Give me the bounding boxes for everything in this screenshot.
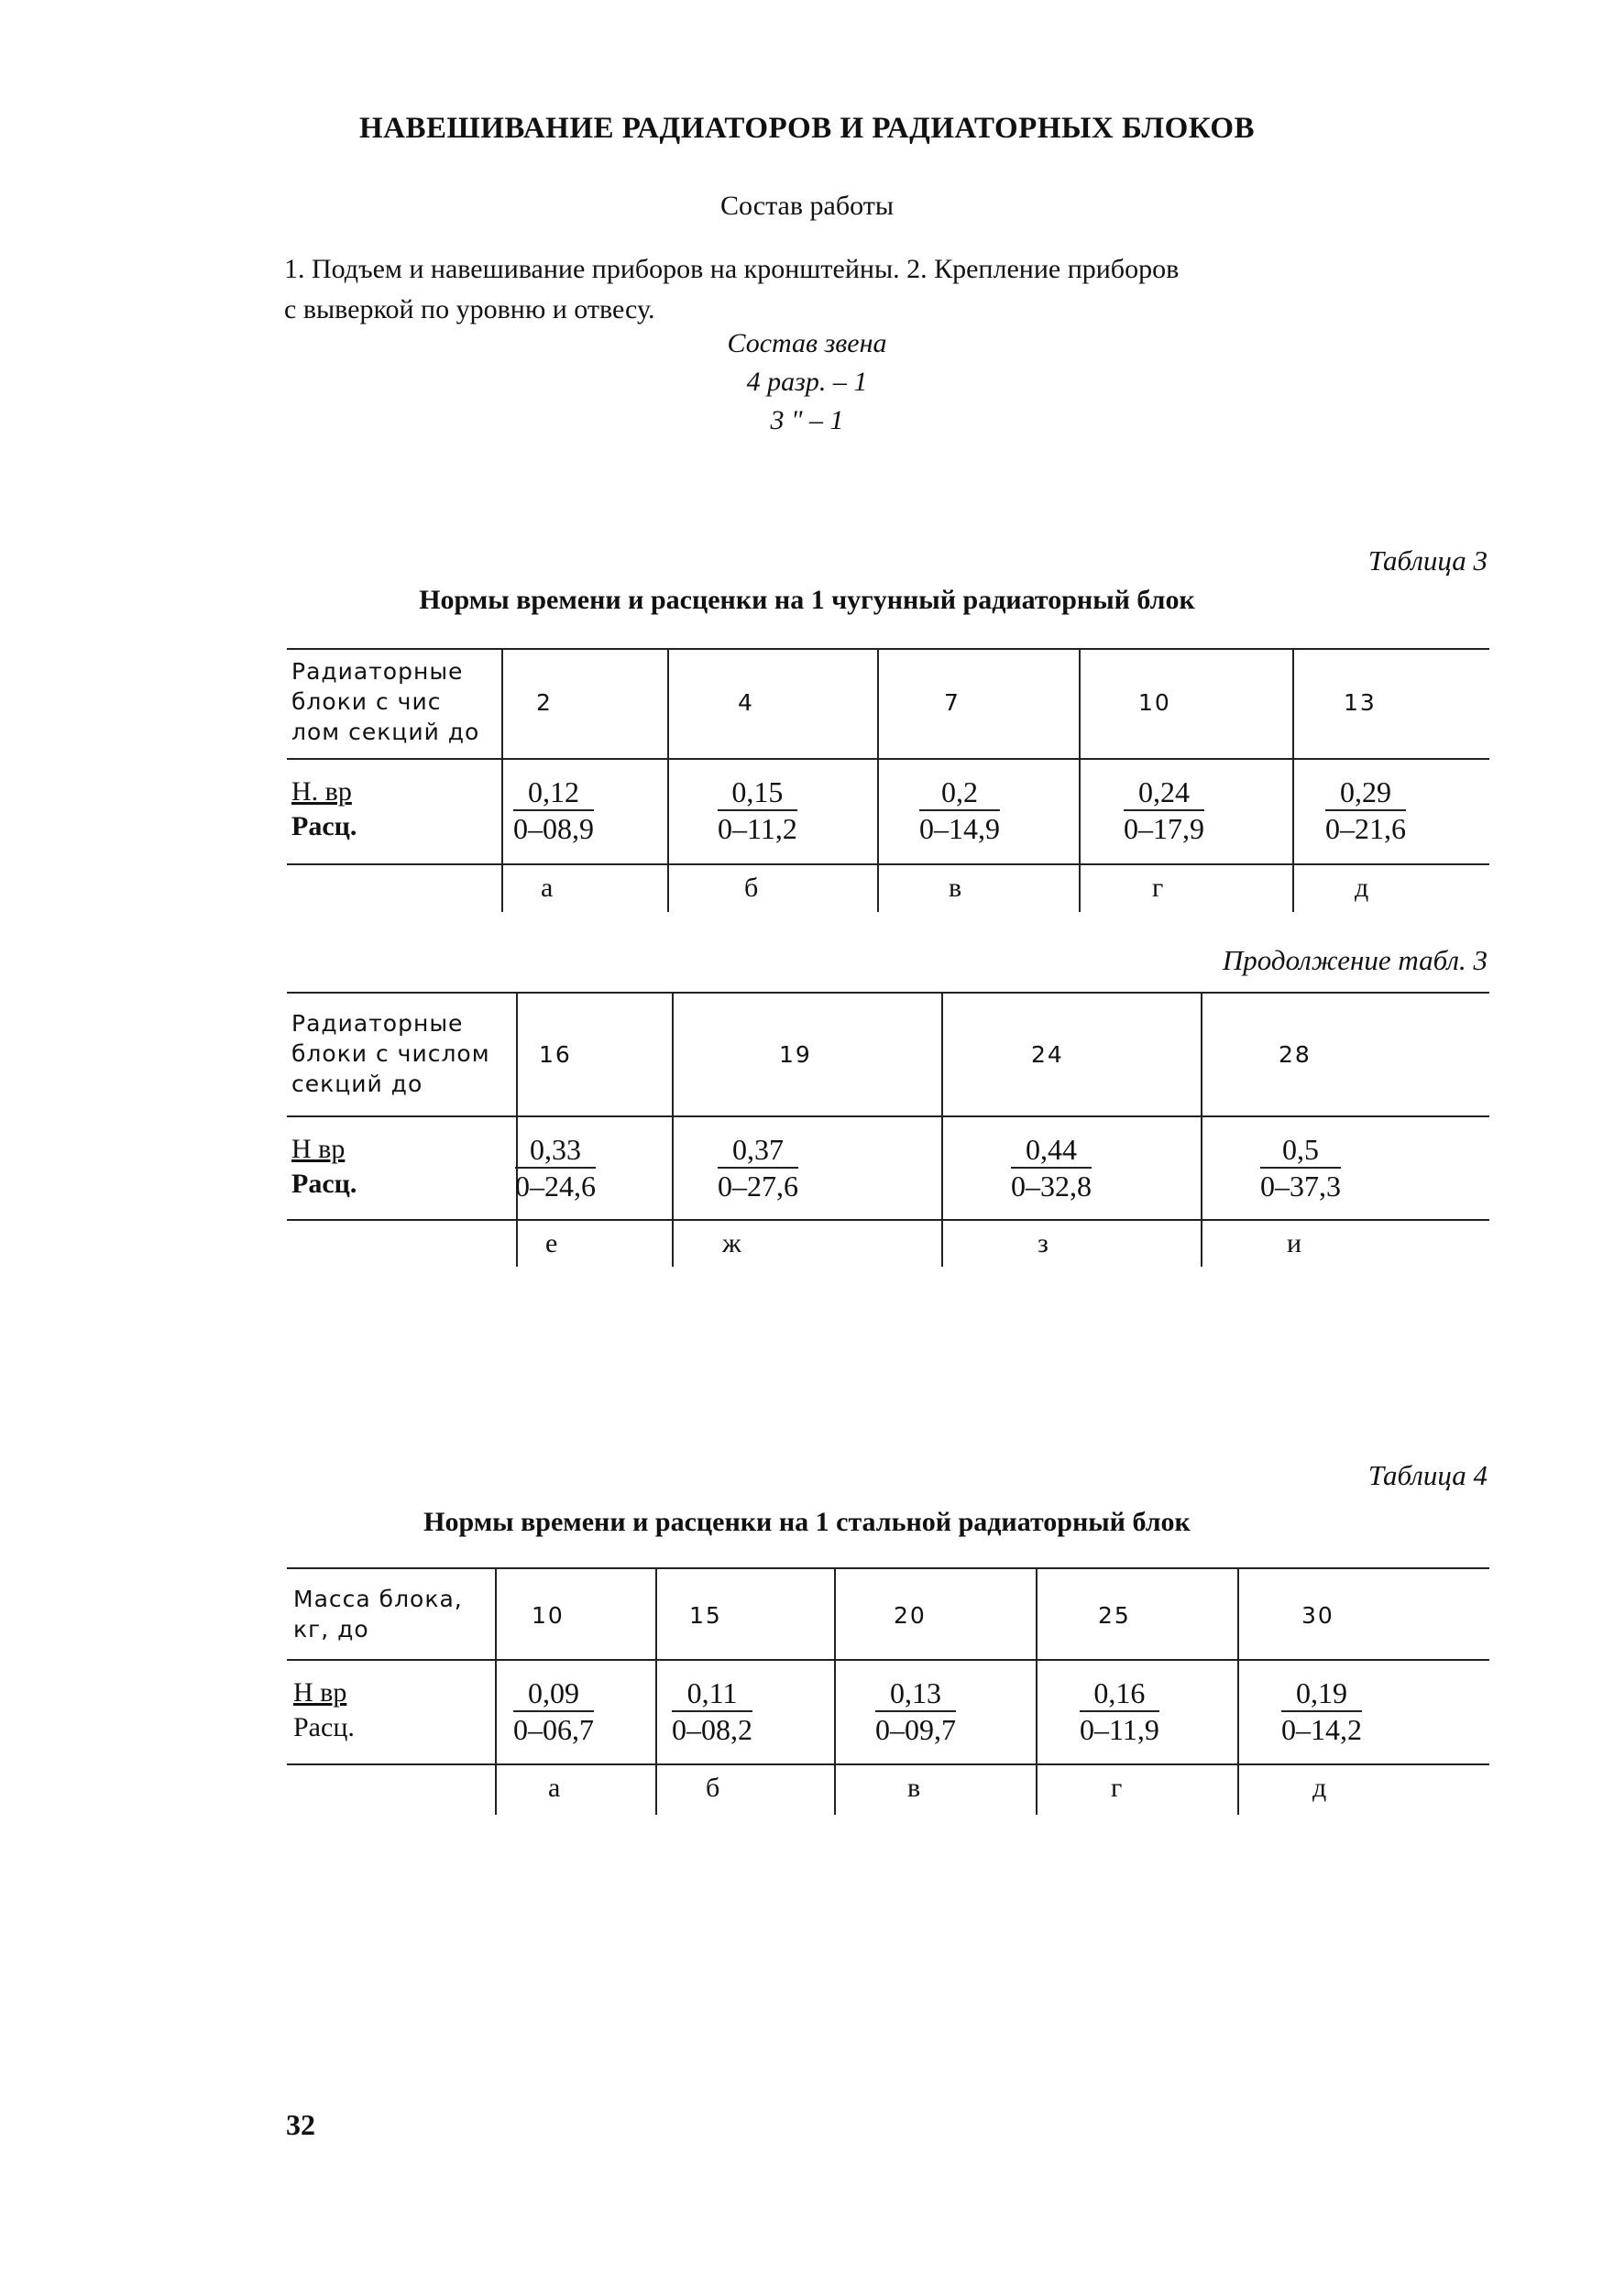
table4-col-head: 15 bbox=[689, 1602, 722, 1629]
table4-column-letter: г bbox=[1111, 1773, 1123, 1803]
table3c-value bbox=[1011, 1132, 1092, 1203]
table4-header-rule bbox=[287, 1659, 1489, 1661]
table4-value bbox=[875, 1675, 956, 1747]
table3c-column-letter: з bbox=[1038, 1228, 1049, 1258]
table3-bottom-rule bbox=[287, 863, 1489, 865]
norm-value: 0,29 bbox=[1325, 774, 1406, 811]
table3c-column-letter: е bbox=[545, 1228, 558, 1258]
table4-vline bbox=[495, 1567, 497, 1815]
rate-value: 0–08,2 bbox=[672, 1713, 752, 1746]
rate-value: 0–11,9 bbox=[1080, 1713, 1159, 1746]
work-heading: Состав работы bbox=[720, 191, 894, 221]
table3c-top-rule bbox=[287, 992, 1489, 994]
table4-column-letter: д bbox=[1312, 1773, 1327, 1803]
header-line: блоки с чис bbox=[291, 688, 442, 715]
table4-row-header bbox=[293, 1584, 463, 1644]
table3c-column-letter: ж bbox=[722, 1228, 741, 1258]
table3c-col-head: 28 bbox=[1279, 1041, 1312, 1068]
table3-col-head: 10 bbox=[1138, 689, 1171, 716]
rate-label: Расц. bbox=[291, 1169, 357, 1199]
table3-col-head: 4 bbox=[738, 689, 754, 716]
table4-col-head: 20 bbox=[894, 1602, 927, 1629]
table3c-col-head: 24 bbox=[1031, 1041, 1064, 1068]
table3-top-rule bbox=[287, 648, 1489, 650]
table3-continuation-label: Продолжение табл. 3 bbox=[1222, 944, 1488, 976]
table3-value bbox=[1325, 774, 1406, 846]
page-title: НАВЕШИВАНИЕ РАДИАТОРОВ И РАДИАТОРНЫХ БЛОКОВ bbox=[358, 112, 1256, 145]
crew-line-1: 4 разр. – 1 bbox=[746, 367, 868, 397]
header-line: Радиаторные bbox=[291, 658, 464, 685]
table3c-value bbox=[515, 1132, 596, 1203]
table3-row-labels bbox=[291, 774, 357, 844]
work-description bbox=[284, 249, 1494, 330]
table4-vline bbox=[1237, 1567, 1239, 1815]
table3c-col-head: 19 bbox=[779, 1041, 812, 1068]
table3-value bbox=[513, 774, 594, 846]
table4-label: Таблица 4 bbox=[1367, 1459, 1488, 1491]
table3-col-head: 2 bbox=[536, 689, 553, 716]
rate-value: 0–32,8 bbox=[1011, 1170, 1092, 1203]
table4-col-head: 10 bbox=[532, 1602, 565, 1629]
rate-value: 0–21,6 bbox=[1325, 812, 1406, 845]
norm-value: 0,09 bbox=[513, 1675, 594, 1712]
work-text-line-1: 1. Подъем и навешивание приборов на кронштейны. 2. Крепление приборов bbox=[284, 254, 1180, 284]
norm-value: 0,24 bbox=[1124, 774, 1204, 811]
table3-column-letter: б bbox=[744, 873, 759, 903]
norm-label: Н вр bbox=[293, 1677, 347, 1708]
rate-value: 0–27,6 bbox=[718, 1170, 798, 1203]
table4-vline bbox=[1036, 1567, 1038, 1815]
norm-value: 0,37 bbox=[718, 1132, 798, 1169]
table4-value bbox=[672, 1675, 752, 1747]
norm-value: 0,11 bbox=[672, 1675, 752, 1712]
table3-vline bbox=[667, 648, 669, 912]
norm-value: 0,13 bbox=[875, 1675, 956, 1712]
crew-line-2: 3 " – 1 bbox=[770, 405, 844, 435]
norm-value: 0,33 bbox=[515, 1132, 596, 1169]
table4-bottom-rule bbox=[287, 1763, 1489, 1765]
table3-vline bbox=[501, 648, 503, 912]
rate-label: Расц. bbox=[291, 811, 357, 841]
rate-value: 0–14,2 bbox=[1281, 1713, 1362, 1746]
table3c-value bbox=[718, 1132, 798, 1203]
table3c-vline bbox=[1201, 992, 1202, 1267]
rate-value: 0–06,7 bbox=[513, 1713, 594, 1746]
rate-value: 0–08,9 bbox=[513, 812, 594, 845]
norm-label: Н вр bbox=[291, 1134, 346, 1164]
table3c-vline bbox=[672, 992, 674, 1267]
rate-value: 0–24,6 bbox=[515, 1170, 596, 1203]
table4-value bbox=[1281, 1675, 1362, 1747]
norm-value: 0,16 bbox=[1080, 1675, 1159, 1712]
table3-column-letter: а bbox=[541, 873, 554, 903]
norm-value: 0,19 bbox=[1281, 1675, 1362, 1712]
table3-vline bbox=[1079, 648, 1081, 912]
table4-column-letter: б bbox=[706, 1773, 720, 1803]
table4-vline bbox=[834, 1567, 836, 1815]
rate-label: Расц. bbox=[293, 1712, 355, 1742]
table4-column-letter: а bbox=[548, 1773, 561, 1803]
table3-header-rule bbox=[287, 758, 1489, 760]
rate-value: 0–09,7 bbox=[875, 1713, 956, 1746]
header-line: секций до bbox=[291, 1071, 423, 1097]
table3-column-letter: д bbox=[1355, 873, 1369, 903]
table3-col-head: 13 bbox=[1344, 689, 1377, 716]
work-text-line-2: с выверкой по уровню и отвесу. bbox=[284, 294, 655, 324]
norm-value: 0,15 bbox=[718, 774, 797, 811]
table4-value bbox=[513, 1675, 594, 1747]
crew-heading: Состав звена bbox=[727, 328, 887, 358]
table4-row-labels bbox=[293, 1675, 355, 1745]
table3c-value bbox=[1260, 1132, 1341, 1203]
table3-col-head: 7 bbox=[944, 689, 961, 716]
table4-vline bbox=[655, 1567, 657, 1815]
table3-column-letter: г bbox=[1152, 873, 1164, 903]
table3-row-header bbox=[291, 656, 479, 747]
table3c-bottom-rule bbox=[287, 1219, 1489, 1221]
page-number: 32 bbox=[286, 2108, 315, 2141]
norm-value: 0,12 bbox=[513, 774, 594, 811]
table3-value bbox=[718, 774, 797, 846]
table3c-column-letter: и bbox=[1287, 1228, 1302, 1258]
header-line: кг, до bbox=[293, 1616, 369, 1642]
norm-value: 0,5 bbox=[1260, 1132, 1341, 1169]
table3-caption: Нормы времени и расценки на 1 чугунный радиаторный блок bbox=[419, 585, 1195, 615]
table4-col-head: 30 bbox=[1301, 1602, 1334, 1629]
table3c-vline bbox=[941, 992, 943, 1267]
table4-column-letter: в bbox=[907, 1773, 921, 1803]
norm-value: 0,2 bbox=[919, 774, 1000, 811]
rate-value: 0–17,9 bbox=[1124, 812, 1204, 845]
table3-vline bbox=[877, 648, 879, 912]
table3c-col-head: 16 bbox=[539, 1041, 572, 1068]
rate-value: 0–11,2 bbox=[718, 812, 797, 845]
header-line: лом секций до bbox=[291, 719, 480, 745]
table3-label: Таблица 3 bbox=[1367, 544, 1488, 577]
table3c-row-header bbox=[291, 1008, 490, 1099]
table4-value bbox=[1080, 1675, 1159, 1747]
table4-caption: Нормы времени и расценки на 1 стальной радиаторный блок bbox=[423, 1507, 1191, 1537]
table3c-row-labels bbox=[291, 1132, 357, 1202]
table3c-vline bbox=[516, 992, 518, 1267]
rate-value: 0–37,3 bbox=[1260, 1170, 1341, 1203]
rate-value: 0–14,9 bbox=[919, 812, 1000, 845]
table3-column-letter: в bbox=[949, 873, 962, 903]
header-line: блоки с числом bbox=[291, 1040, 490, 1067]
table3-value bbox=[1124, 774, 1204, 846]
table4-col-head: 25 bbox=[1098, 1602, 1131, 1629]
table3c-header-rule bbox=[287, 1115, 1489, 1117]
norm-value: 0,44 bbox=[1011, 1132, 1092, 1169]
header-line: Радиаторные bbox=[291, 1010, 464, 1037]
table3-value bbox=[919, 774, 1000, 846]
header-line: Масса блока, bbox=[293, 1586, 463, 1612]
table4-top-rule bbox=[287, 1567, 1489, 1569]
norm-label: Н. вр bbox=[291, 776, 352, 807]
table3-vline bbox=[1292, 648, 1294, 912]
